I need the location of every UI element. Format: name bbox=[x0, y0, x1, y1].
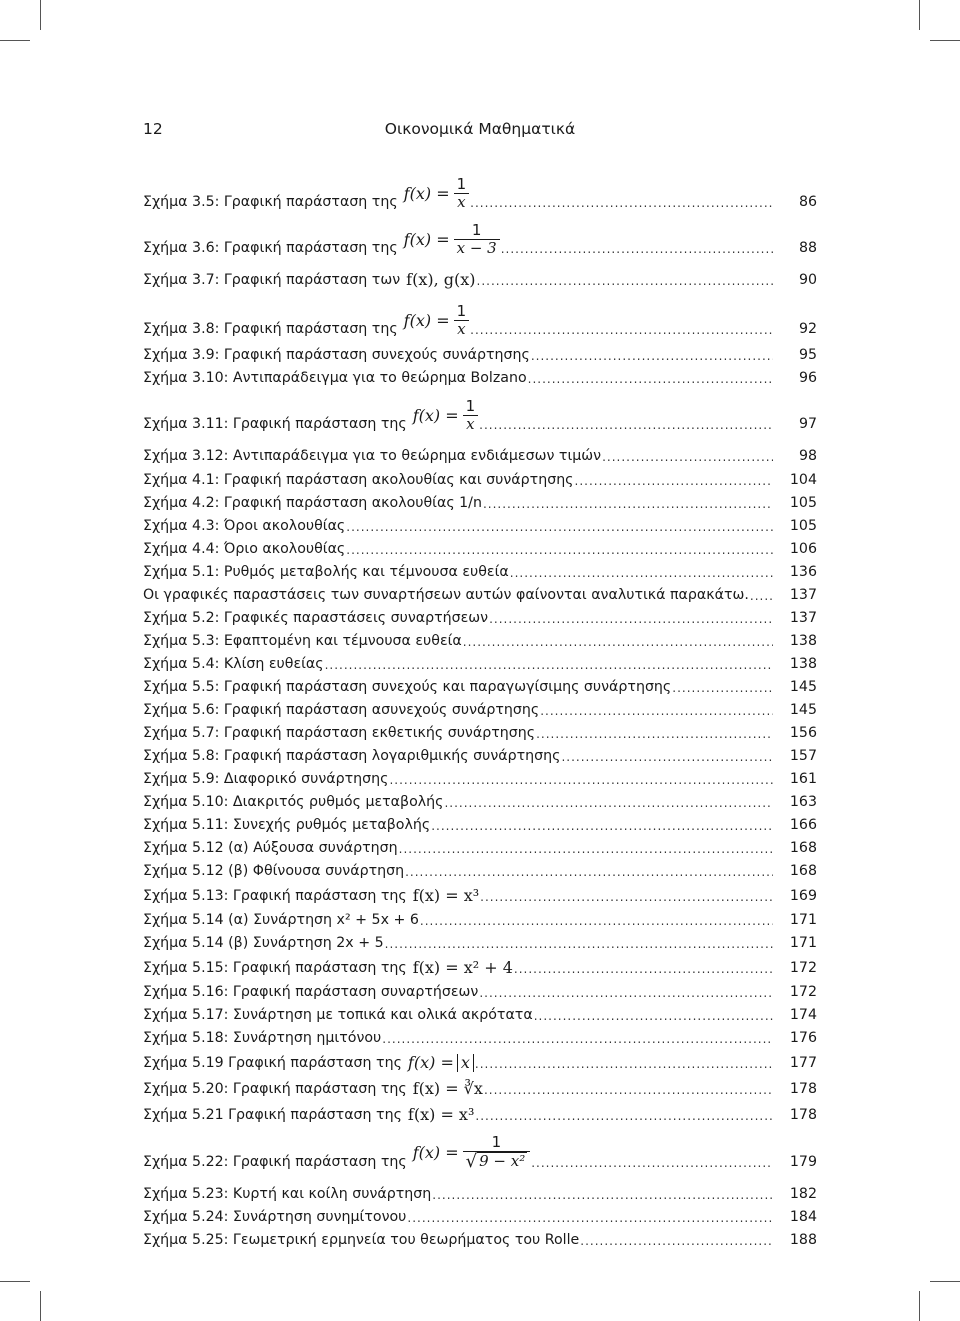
page-number-ref: 86 bbox=[798, 194, 817, 210]
toc-entry[interactable] bbox=[143, 1206, 817, 1229]
toc-entry[interactable] bbox=[143, 932, 817, 955]
list-of-figures bbox=[143, 160, 817, 1252]
toc-entry-title: Σχήμα 3.5: Γραφική παράσταση της bbox=[143, 194, 398, 210]
toc-entry[interactable] bbox=[143, 1027, 817, 1050]
toc-entry[interactable] bbox=[143, 390, 817, 443]
page-number-ref: 137 bbox=[789, 587, 817, 603]
toc-entry-title: Σχήμα 3.9: Γραφική παράσταση συνεχούς συνάρτησης bbox=[143, 347, 530, 363]
dot-leader bbox=[432, 1187, 773, 1203]
page-number-ref: 105 bbox=[789, 518, 817, 534]
dot-leader bbox=[431, 818, 773, 834]
toc-entry[interactable] bbox=[143, 538, 817, 561]
toc-entry[interactable] bbox=[143, 443, 817, 469]
toc-entry-title: Σχήμα 5.25: Γεωμετρική ερμηνεία του θεωρήματος του Rolle bbox=[143, 1232, 580, 1248]
toc-entry[interactable] bbox=[143, 909, 817, 932]
page-header bbox=[143, 118, 817, 142]
page-number-ref: 98 bbox=[798, 448, 817, 464]
toc-entry-title: Σχήμα 4.4: Όριο ακολουθίας bbox=[143, 541, 346, 557]
page-number-ref: 96 bbox=[798, 370, 817, 386]
page-number-ref: 171 bbox=[789, 912, 817, 928]
page-number-ref: 178 bbox=[789, 1107, 817, 1123]
dot-leader bbox=[510, 565, 773, 581]
toc-entry-title: Σχήμα 3.10: Αντιπαράδειγμα για το θεώρημα Bolzano bbox=[143, 370, 527, 386]
toc-entry-title: Σχήμα 5.12 (β) Φθίνουσα συνάρτηση bbox=[143, 863, 405, 879]
toc-entry[interactable] bbox=[143, 1102, 817, 1128]
toc-entry[interactable] bbox=[143, 492, 817, 515]
crop-mark bbox=[40, 0, 41, 30]
crop-mark bbox=[0, 1281, 30, 1282]
toc-entry-title: Σχήμα 5.13: Γραφική παράσταση της bbox=[143, 888, 407, 904]
toc-entry[interactable] bbox=[143, 837, 817, 860]
dot-leader bbox=[536, 726, 773, 742]
toc-entry[interactable] bbox=[143, 293, 817, 344]
dot-leader bbox=[382, 1031, 773, 1047]
page-number-ref: 97 bbox=[798, 416, 817, 432]
toc-entry-title: Σχήμα 5.10: Διακριτός ρυθμός μεταβολής bbox=[143, 794, 444, 810]
toc-entry-title: Σχήμα 3.11: Γραφική παράσταση της bbox=[143, 416, 407, 432]
page-number-ref: 174 bbox=[789, 1007, 817, 1023]
dot-leader bbox=[484, 1082, 773, 1098]
toc-entry[interactable] bbox=[143, 653, 817, 676]
page-number-ref: 184 bbox=[789, 1209, 817, 1225]
page-number-ref: 136 bbox=[789, 564, 817, 580]
dot-leader bbox=[528, 371, 773, 387]
dot-leader bbox=[531, 1155, 773, 1171]
toc-entry-title: Σχήμα 5.15: Γραφική παράσταση της bbox=[143, 960, 407, 976]
dot-leader bbox=[405, 864, 773, 880]
page-number-ref: 179 bbox=[789, 1154, 817, 1170]
formula: f(x) = ∛x bbox=[412, 1079, 483, 1098]
page-number-ref: 88 bbox=[798, 240, 817, 256]
toc-entry[interactable] bbox=[143, 344, 817, 367]
toc-entry[interactable] bbox=[143, 607, 817, 630]
toc-entry[interactable] bbox=[143, 1229, 817, 1252]
toc-entry-title: Σχήμα 5.17: Συνάρτηση με τοπικά και ολικά ακρότατα bbox=[143, 1007, 533, 1023]
dot-leader bbox=[325, 657, 773, 673]
dot-leader bbox=[470, 195, 773, 211]
toc-entry[interactable] bbox=[143, 584, 817, 607]
dot-leader bbox=[470, 322, 773, 338]
toc-entry-title: Σχήμα 5.5: Γραφική παράσταση συνεχούς και παραγωγίσιμης συνάρτησης bbox=[143, 679, 672, 695]
toc-entry-title: Σχήμα 5.11: Συνεχής ρυθμός μεταβολής bbox=[143, 817, 431, 833]
dot-leader bbox=[475, 1056, 773, 1072]
page-number-ref: 145 bbox=[789, 679, 817, 695]
page-number-ref: 172 bbox=[789, 960, 817, 976]
dot-leader bbox=[534, 1008, 773, 1024]
toc-entry[interactable] bbox=[143, 469, 817, 492]
toc-entry[interactable] bbox=[143, 814, 817, 837]
dot-leader bbox=[489, 611, 773, 627]
toc-entry-title: Σχήμα 3.7: Γραφική παράσταση των bbox=[143, 272, 401, 288]
toc-entry[interactable] bbox=[143, 955, 817, 981]
toc-entry[interactable] bbox=[143, 160, 817, 212]
page-number-ref: 172 bbox=[789, 984, 817, 1000]
toc-entry[interactable] bbox=[143, 1183, 817, 1206]
dot-leader bbox=[389, 772, 773, 788]
toc-entry[interactable] bbox=[143, 1128, 817, 1183]
page-number-ref: 156 bbox=[789, 725, 817, 741]
toc-entry[interactable] bbox=[143, 212, 817, 265]
dot-leader bbox=[483, 496, 773, 512]
page-number-ref: 176 bbox=[789, 1030, 817, 1046]
toc-entry-title: Σχήμα 5.19 Γραφική παράσταση της bbox=[143, 1055, 402, 1071]
dot-leader bbox=[514, 961, 773, 977]
page-number-ref: 95 bbox=[798, 347, 817, 363]
toc-entry-title: Σχήμα 5.2: Γραφικές παραστάσεις συναρτήσεων bbox=[143, 610, 489, 626]
crop-mark bbox=[930, 1281, 960, 1282]
toc-entry[interactable] bbox=[143, 1004, 817, 1027]
page-number-ref: 104 bbox=[789, 472, 817, 488]
page-number-ref: 105 bbox=[789, 495, 817, 511]
dot-leader bbox=[407, 1210, 773, 1226]
page-number-ref: 90 bbox=[798, 272, 817, 288]
toc-entry-title: Σχήμα 5.6: Γραφική παράσταση ασυνεχούς συνάρτησης bbox=[143, 702, 540, 718]
toc-entry-title: Σχήμα 5.1: Ρυθμός μεταβολής και τέμνουσα ευθεία bbox=[143, 564, 509, 580]
dot-leader bbox=[399, 841, 773, 857]
dot-leader bbox=[480, 889, 773, 905]
page-number-ref: 157 bbox=[789, 748, 817, 764]
toc-entry-title: Σχήμα 3.8: Γραφική παράσταση της bbox=[143, 321, 398, 337]
dot-leader bbox=[444, 795, 773, 811]
dot-leader bbox=[477, 273, 773, 289]
toc-entry-title: Σχήμα 4.1: Γραφική παράσταση ακολουθίας και συνάρτησης bbox=[143, 472, 574, 488]
toc-entry[interactable] bbox=[143, 860, 817, 883]
toc-entry-title: Σχήμα 3.6: Γραφική παράσταση της bbox=[143, 240, 398, 256]
toc-entry[interactable] bbox=[143, 768, 817, 791]
dot-leader bbox=[750, 588, 773, 604]
toc-entry-title: Σχήμα 5.16: Γραφική παράσταση συναρτήσεων bbox=[143, 984, 479, 1000]
toc-entry-title: Σχήμα 5.14 (β) Συνάρτηση 2x + 5 bbox=[143, 935, 384, 951]
formula: f(x) = $\frac{1}{x}$ bbox=[404, 303, 469, 338]
toc-entry[interactable] bbox=[143, 722, 817, 745]
crop-mark bbox=[0, 40, 30, 41]
formula: f(x), g(x) bbox=[406, 270, 476, 289]
toc-entry-title: Σχήμα 5.14 (α) Συνάρτηση x² + 5x + 6 bbox=[143, 912, 419, 928]
crop-mark bbox=[930, 40, 960, 41]
page-number-ref: 92 bbox=[798, 321, 817, 337]
page-number-ref: 171 bbox=[789, 935, 817, 951]
toc-entry[interactable] bbox=[143, 367, 817, 390]
dot-leader bbox=[420, 913, 773, 929]
toc-entry[interactable] bbox=[143, 883, 817, 909]
toc-entry-title: Σχήμα 5.22: Γραφική παράσταση της bbox=[143, 1154, 407, 1170]
toc-entry-title: Σχήμα 5.3: Εφαπτομένη και τέμνουσα ευθεία bbox=[143, 633, 462, 649]
toc-entry-title: Σχήμα 5.24: Συνάρτηση συνημίτονου bbox=[143, 1209, 407, 1225]
toc-entry-title: Σχήμα 4.2: Γραφική παράσταση ακολουθίας 1/n bbox=[143, 495, 482, 511]
dot-leader bbox=[346, 542, 773, 558]
page-number: 12 bbox=[143, 120, 163, 138]
dot-leader bbox=[501, 241, 773, 257]
dot-leader bbox=[463, 634, 773, 650]
toc-entry[interactable] bbox=[143, 1050, 817, 1076]
formula: f(x) = x³ bbox=[407, 1105, 475, 1124]
formula: f(x) = $\frac{1}{x - 3}$ bbox=[404, 222, 500, 257]
page-number-ref: 163 bbox=[789, 794, 817, 810]
formula: f(x) = $\frac{1}{x}$ bbox=[404, 176, 469, 211]
page-number-ref: 182 bbox=[789, 1186, 817, 1202]
dot-leader bbox=[479, 985, 773, 1001]
page-number-ref: 177 bbox=[789, 1055, 817, 1071]
toc-entry-title: Σχήμα 5.7: Γραφική παράσταση εκθετικής συνάρτησης bbox=[143, 725, 536, 741]
page-number-ref: 178 bbox=[789, 1081, 817, 1097]
formula: f(x) = 1 √ 9 − x² bbox=[413, 1134, 531, 1171]
toc-entry-title: Σχήμα 5.9: Διαφορικό συνάρτησης bbox=[143, 771, 389, 787]
crop-mark bbox=[919, 0, 920, 30]
crop-mark bbox=[40, 1291, 41, 1321]
page-number-ref: 188 bbox=[789, 1232, 817, 1248]
page-number-ref: 145 bbox=[789, 702, 817, 718]
toc-entry[interactable] bbox=[143, 265, 817, 293]
toc-entry[interactable] bbox=[143, 561, 817, 584]
page-number-ref: 169 bbox=[789, 888, 817, 904]
dot-leader bbox=[561, 749, 773, 765]
toc-entry-title: Οι γραφικές παραστάσεις των συναρτήσεων αυτών φαίνονται αναλυτικά παρακάτω. bbox=[143, 587, 749, 603]
page-number-ref: 168 bbox=[789, 863, 817, 879]
toc-entry[interactable] bbox=[143, 515, 817, 538]
formula: f(x) = x² + 4 bbox=[412, 958, 513, 977]
dot-leader bbox=[540, 703, 773, 719]
page-number-ref: 168 bbox=[789, 840, 817, 856]
toc-entry-title: Σχήμα 5.8: Γραφική παράσταση λογαριθμικής συνάρτησης bbox=[143, 748, 561, 764]
toc-entry-title: Σχήμα 5.23: Κυρτή και κοίλη συνάρτηση bbox=[143, 1186, 432, 1202]
formula: f(x) = x³ bbox=[412, 886, 480, 905]
dot-leader bbox=[575, 473, 773, 489]
page-number-ref: 161 bbox=[789, 771, 817, 787]
toc-entry[interactable] bbox=[143, 791, 817, 814]
page-number-ref: 137 bbox=[789, 610, 817, 626]
dot-leader bbox=[479, 417, 773, 433]
toc-entry[interactable] bbox=[143, 676, 817, 699]
dot-leader bbox=[346, 519, 773, 535]
toc-entry-title: Σχήμα 4.3: Όροι ακολουθίας bbox=[143, 518, 346, 534]
toc-entry[interactable] bbox=[143, 745, 817, 768]
toc-entry[interactable] bbox=[143, 699, 817, 722]
toc-entry-title: Σχήμα 5.18: Συνάρτηση ημιτόνου bbox=[143, 1030, 382, 1046]
page-number-ref: 106 bbox=[789, 541, 817, 557]
toc-entry[interactable] bbox=[143, 981, 817, 1004]
dot-leader bbox=[580, 1233, 773, 1249]
toc-entry[interactable] bbox=[143, 630, 817, 653]
formula: f(x) = $\frac{1}{x}$ bbox=[413, 398, 478, 433]
formula: f(x) = x bbox=[408, 1054, 474, 1072]
dot-leader bbox=[602, 449, 773, 465]
page-number-ref: 138 bbox=[789, 656, 817, 672]
toc-entry-title: Σχήμα 5.21 Γραφική παράσταση της bbox=[143, 1107, 402, 1123]
toc-entry-title: Σχήμα 5.20: Γραφική παράσταση της bbox=[143, 1081, 407, 1097]
dot-leader bbox=[531, 348, 773, 364]
dot-leader bbox=[475, 1108, 773, 1124]
crop-mark bbox=[919, 1291, 920, 1321]
toc-entry[interactable] bbox=[143, 1076, 817, 1102]
page-number-ref: 166 bbox=[789, 817, 817, 833]
book-title: Οικονομικά Μαθηματικά bbox=[384, 120, 576, 138]
dot-leader bbox=[385, 936, 773, 952]
page-number-ref: 138 bbox=[789, 633, 817, 649]
toc-entry-title: Σχήμα 3.12: Αντιπαράδειγμα για το θεώρημα ενδιάμεσων τιμών bbox=[143, 448, 602, 464]
toc-entry-title: Σχήμα 5.4: Κλίση ευθείας bbox=[143, 656, 324, 672]
toc-entry-title: Σχήμα 5.12 (α) Αύξουσα συνάρτηση bbox=[143, 840, 398, 856]
dot-leader bbox=[672, 680, 773, 696]
